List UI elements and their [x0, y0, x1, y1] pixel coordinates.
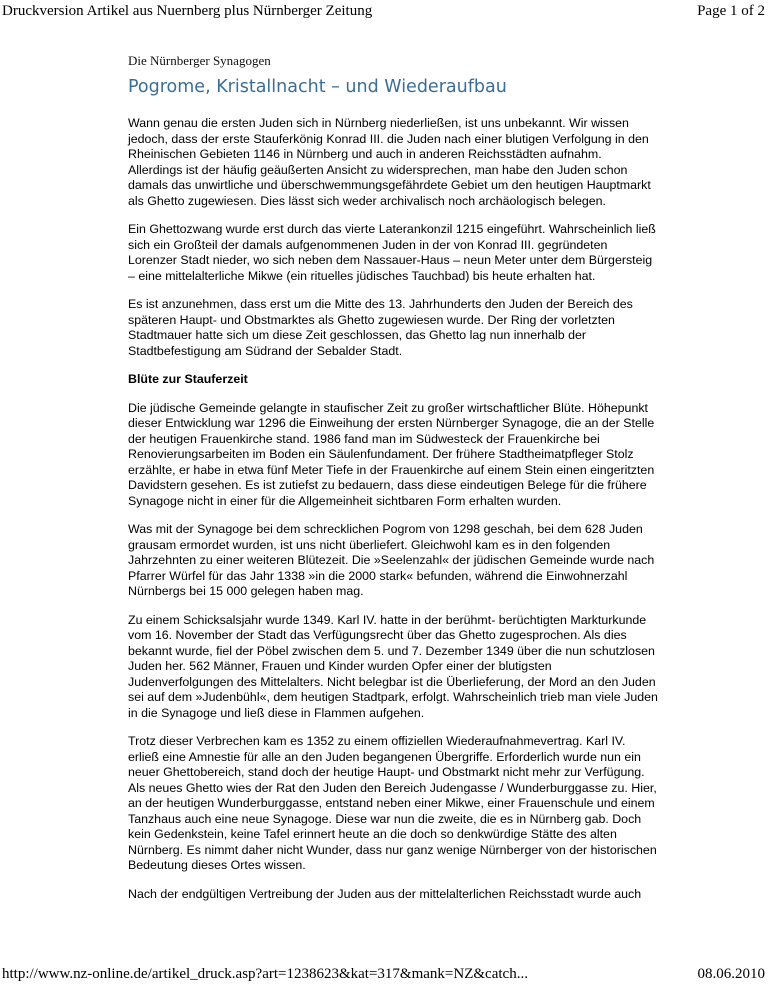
article-paragraph: Nach der endgültigen Vertreibung der Juden aus der mittelalterlichen Reichsstadt wurde auch: [128, 886, 642, 901]
article: [128, 52, 658, 915]
article-paragraph: Trotz dieser Verbrechen kam es 1352 zu einem offiziellen Wiederaufnahmevertrag. Karl IV. erließ eine Amnestie für alle an den Juden begangenen Übergriffe. Erforderlich wurde nun ein neuer Ghettobereich, stand doch der heutige Haupt- und Obstmarkt nicht mehr zur Verfügung. Als neues Ghetto wies der Rat den Juden den Bereich Judengasse / Wunderburggasse zu. Hier, an der heutigen Wunderburggasse, entstand neben einer Mikwe, einer Frauenschule und einem Tanzhaus auch eine neue Synagoge. Diese war nun die zweite, die es in Nürnberg gab. Doch kein Gedenkstein, keine Tafel erinnert heute an die doch so denkwürdige Stätte des alten Nürnberg. Es nimmt daher nicht Wunder, dass nur ganz wenige Nürnberger von der historischen Bedeutung dieses Ortes wissen.: [128, 734, 657, 872]
article-paragraph: Was mit der Synagoge bei dem schrecklichen Pogrom von 1298 geschah, bei dem 628 Juden grausam ermordet wurden, ist uns nicht überliefert. Gleichwohl kam es in den folgenden Jahrzehnten zu einer weiteren Blütezeit. Die »Seelenzahl« der jüdischen Gemeinde wurde nach Pfarrer Würfel für das Jahr 1338 »in die 2000 stark« befunden, während die Einwohnerzahl Nürnbergs bei 15 000 gelegen haben mag.: [128, 522, 655, 598]
print-footer: [0, 964, 768, 988]
section-heading: Blüte zur Stauferzeit: [128, 372, 248, 386]
print-header: [0, 0, 768, 22]
print-date: 08.06.2010: [697, 966, 765, 982]
article-kicker: Die Nürnberger Synagogen: [128, 53, 271, 68]
article-paragraph: Ein Ghettozwang wurde erst durch das vierte Laterankonzil 1215 eingeführt. Wahrscheinlich ließ sich ein Großteil der damals aufgenommenen Juden in der von Konrad III. gegründeten Lorenzer Stadt nieder, wo sich neben dem Nassauer-Haus – neun Meter unter dem Bürgersteig – eine mittelalterliche Mikwe (ein rituelles jüdisches Tauchbad) bis heute erhalten hat.: [128, 222, 656, 283]
article-paragraph: Zu einem Schicksalsjahr wurde 1349. Karl IV. hatte in der berühmt- berüchtigten Markturkunde vom 16. November der Stadt das Verfügungsrecht über das Ghetto zugesprochen. Als dies bekannt wurde, fiel der Pöbel zwischen dem 5. und 7. Dezember 1349 über die nun schutzlosen Juden her. 562 Männer, Frauen und Kinder wurden Opfer einer der blutigsten Judenverfolgungen des Mittelalters. Nicht belegbar ist die Überlieferung, der Mord an den Juden sei auf dem »Judenbühl«, dem heutigen Stadtpark, erfolgt. Wahrscheinlich trieb man viele Juden in die Synagoge und ließ diese in Flammen aufgehen.: [128, 612, 658, 720]
page-number: Page 1 of 2: [697, 3, 765, 19]
article-paragraph: Wann genau die ersten Juden sich in Nürnberg niederließen, ist uns unbekannt. Wir wissen jedoch, dass der erste Stauferkönig Konrad III. die Juden nach einer blutigen Verfolgung in den Rheinischen Gebieten 1146 in Nürnberg und auch in anderen Reichsstädten aufnahm. Allerdings ist der häufig geäußerten Ansicht zu widersprechen, man habe den Juden schon damals das unwirtliche und überschwemmungsgefährdete Gebiet um den heutigen Hauptmarkt als Ghetto zugewiesen. Dies lässt sich weder archivalisch noch archäologisch belegen.: [128, 116, 651, 208]
article-body: [128, 116, 658, 902]
article-title: Pogrome, Kristallnacht – und Wiederaufbau: [128, 77, 507, 97]
print-document-title: Druckversion Artikel aus Nuernberg plus Nürnberger Zeitung: [2, 3, 373, 19]
page-url: http://www.nz-online.de/artikel_druck.asp?art=1238623&kat=317&mank=NZ&catch...: [2, 966, 528, 982]
article-paragraph: Es ist anzunehmen, dass erst um die Mitte des 13. Jahrhunderts den Juden der Bereich des späteren Haupt- und Obstmarktes als Ghetto zugewiesen wurde. Der Ring der vorletzten Stadtmauer hatte sich um diese Zeit geschlossen, das Ghetto lag nun innerhalb der Stadtbefestigung am Südrand der Sebalder Stadt.: [128, 297, 633, 358]
article-paragraph: Die jüdische Gemeinde gelangte in staufischer Zeit zu großer wirtschaftlicher Blüte. Höhepunkt dieser Entwicklung war 1296 die Einweihung der ersten Nürnberger Synagoge, die an der Stelle der heutigen Frauenkirche stand. 1986 fand man im Südwesteck der Frauenkirche bei Renovierungsarbeiten im Boden ein Säulenfundament. Der frühere Stadtheimatpfleger Stolz erzählte, er habe in etwa fünf Meter Tiefe in der Frauenkirche auf einem Stein einen eingeritzten Davidstern gesehen. Es ist zutiefst zu bedauern, dass diese eindeutigen Belege für die frühere Synagoge nicht in einer für die Allgemeinheit sichtbaren Form erhalten wurden.: [128, 400, 655, 508]
